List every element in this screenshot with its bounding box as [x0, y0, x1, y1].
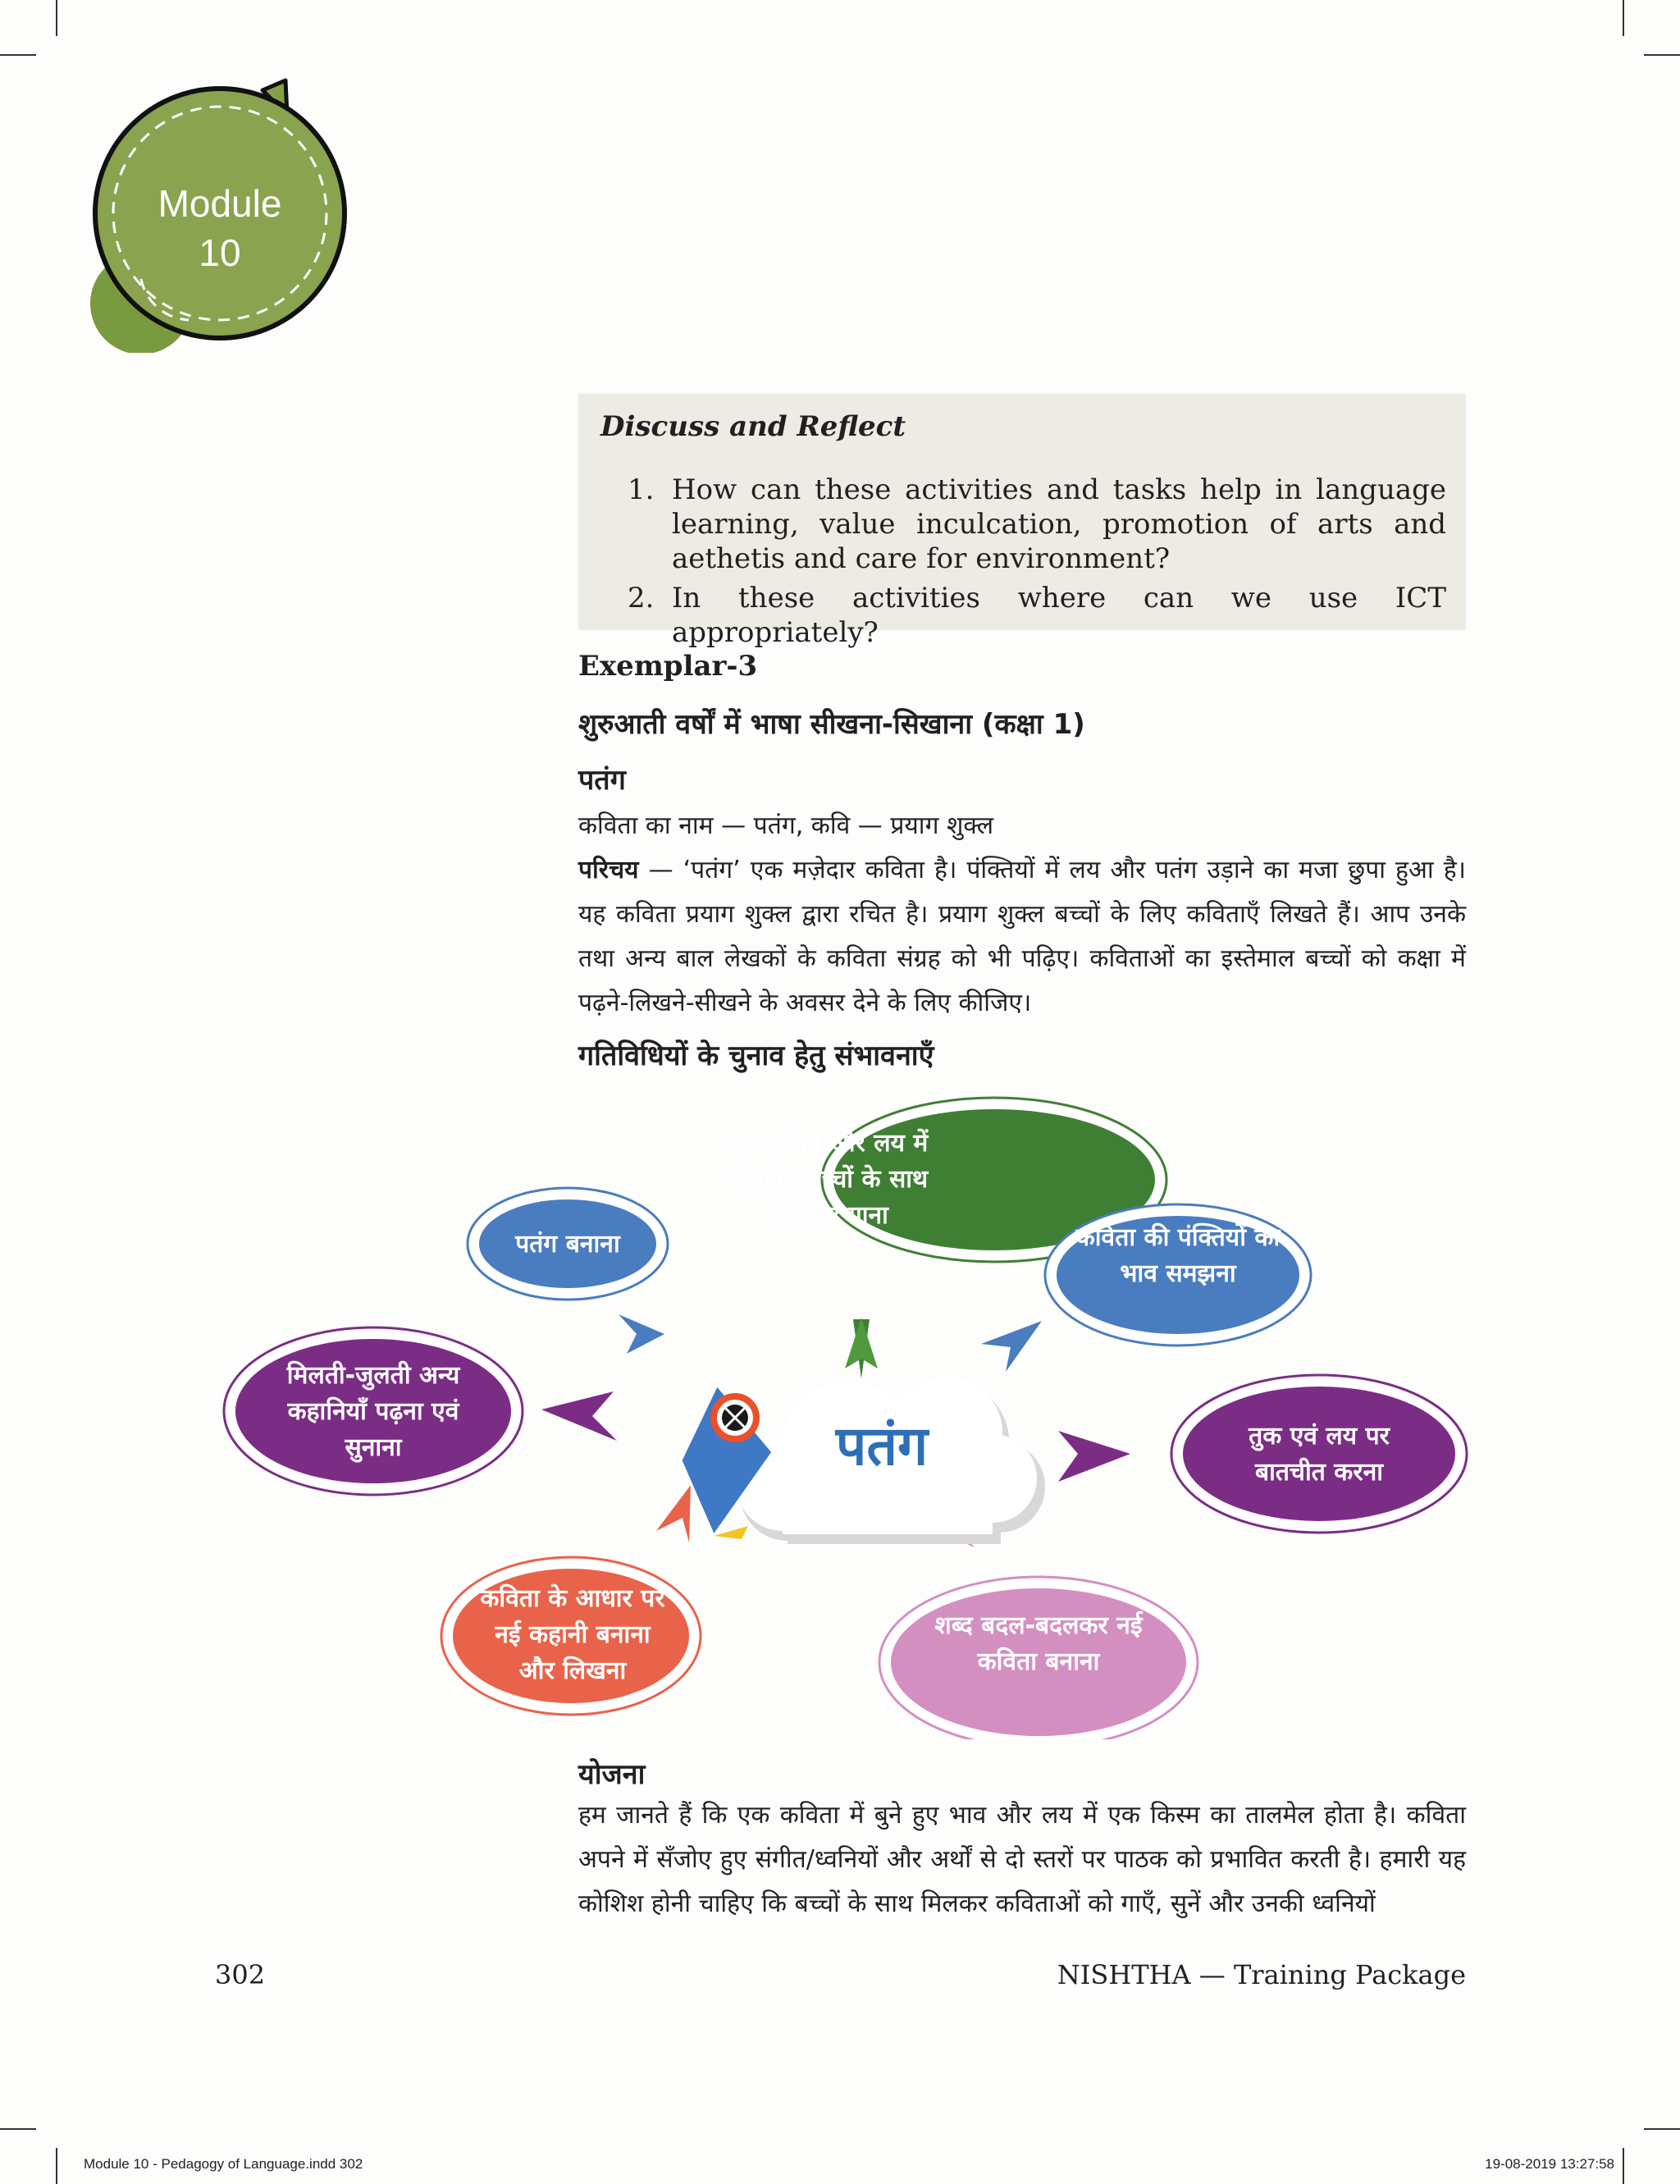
diagram-center-word: पतंग [835, 1414, 929, 1478]
discuss-reflect-list [618, 473, 1446, 655]
module-number: 10 [199, 231, 241, 274]
crop-mark [1623, 0, 1624, 36]
crop-mark [1644, 2128, 1680, 2130]
crop-mark [1644, 54, 1680, 56]
diagram-arrow [1058, 1431, 1130, 1482]
module-label: Module [158, 182, 282, 225]
discuss-reflect-title: Discuss and Reflect [600, 410, 906, 443]
list-item [618, 473, 1446, 576]
diagram-node-new-story: कविता के आधार पर नई कहानी बनाना और लिखना [480, 1584, 665, 1685]
diagram-node-understand: कविता की पंक्तियों का भाव समझना [1075, 1223, 1281, 1288]
diagram-node-read-stories: मिलती-जुलती अन्य कहानियाँ पढ़ना एवं सुनाना [286, 1361, 460, 1462]
list-item [618, 581, 1446, 650]
crop-mark [1623, 2148, 1624, 2184]
diagram-arrow [541, 1391, 617, 1441]
intro-label: परिचय [578, 856, 639, 884]
diagram-arrow [619, 1314, 664, 1354]
slug-filename: Module 10 - Pedagogy of Language.indd 302 [84, 2156, 363, 2172]
intro-paragraph [578, 848, 1466, 1026]
list-item-number: 2. [628, 582, 655, 615]
running-title: NISHTHA — Training Package [1057, 1959, 1466, 1990]
crop-mark [56, 0, 57, 36]
list-item-text: How can these activities and tasks help in language learning, value inculcation, promotion of arts and aethetis and care for environment? [672, 473, 1446, 575]
slug-datetime: 19-08-2019 13:27:58 [1485, 2156, 1614, 2172]
crop-mark [0, 2128, 36, 2130]
plan-heading: योजना [578, 1758, 646, 1791]
page-number: 302 [215, 1959, 266, 1990]
plan-paragraph: हम जानते हैं कि एक कविता में बुने हुए भाव और लय में एक किस्म का तालमेल होता है। कविता अपने में सँजोए हुए संगीत/ध्वनियों और अर्थों से दो स्तरों पर पाठक को प्रभावित करती है। हमारी यह कोशिश होनी चाहिए कि बच्चों के साथ मिलकर कविताओं को गाएँ, सुनें और उनकी ध्वनियों [578, 1801, 1466, 1918]
diagram-node-make-kite: पतंग बनाना [515, 1230, 620, 1259]
discuss-reflect-box [578, 394, 1466, 649]
intro-text: — ‘पतंग’ एक मज़ेदार कविता है। पंक्तियों में लय और पतंग उड़ाने का मजा छुपा हुआ है। यह कविता प्रयाग शुक्ल द्वारा रचित है। प्रयाग शुक्ल बच्चों के लिए कविताएँ लिखते हैं। आप उनके तथा अन्य बाल लेखकों के कविता संग्रह को भी पढ़िए। कविताओं का इस्तेमाल बच्चों को कक्षा में पढ़ने-लिखने-सीखने के अवसर देने के लिए कीजिए। [578, 856, 1466, 1017]
diagram-arrow [981, 1321, 1042, 1372]
list-item-number: 1. [628, 473, 655, 506]
module-badge-label [139, 179, 300, 277]
exemplar-heading: Exemplar-3 [578, 650, 758, 683]
activities-heading: गतिविधियों के चुनाव हेतु संभावनाएँ [578, 1039, 934, 1072]
crop-mark [56, 2148, 57, 2184]
exemplar-subheading: शुरुआती वर्षों में भाषा सीखना-सिखाना (कक्षा 1) [578, 708, 1085, 741]
diagram-arrow [656, 1485, 691, 1542]
diagram-node-rhyme: तुक एवं लय पर बातचीत करना [1249, 1422, 1390, 1487]
crop-mark [0, 54, 36, 56]
poem-heading: पतंग [578, 764, 626, 797]
poem-info-line: कविता का नाम — पतंग, कवि — प्रयाग शुक्ल [578, 811, 994, 840]
diagram-node-new-poem: शब्द बदल-बदलकर नई कविता बनाना [934, 1611, 1143, 1676]
list-item-text: In these activities where can we use ICT appropriately? [672, 582, 1446, 649]
diagram-node-sing: हाव, भाव और लय में सुनाना, बच्चों के साथ मिलकर गाना [733, 1129, 929, 1230]
